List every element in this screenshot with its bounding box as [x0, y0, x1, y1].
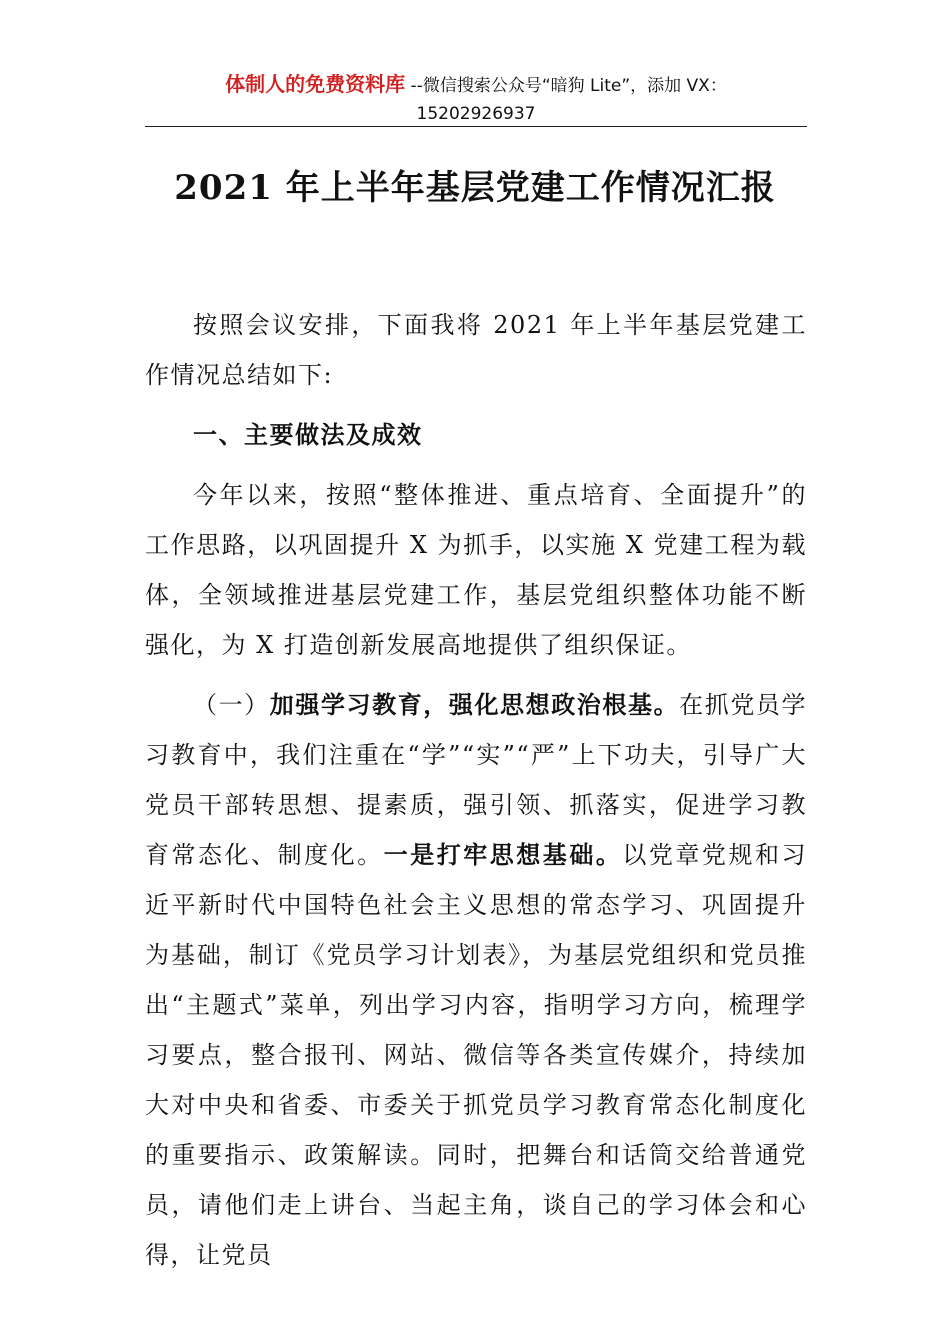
page-header [145, 70, 807, 128]
subsection-heading-1: 加强学习教育，强化思想政治根基。 [269, 691, 680, 719]
header-promo: --微信搜索公众号“暗狗 Lite”，添加 VX： [405, 76, 727, 96]
subsection-text-1: 在抓党员学习教育中，我们注重在“学”“实”“严”上下功夫，引导广大党员干部转思想、提素质，强引领、抓落实，促进学习教育常态化、制度化。 [145, 691, 808, 869]
subsection-number: （一） [193, 691, 270, 719]
paragraph-overview: 今年以来，按照“整体推进、重点培育、全面提升”的工作思路，以巩固提升 X 为抓手，以实施 X 党建工程为载体，全领域推进基层党建工作，基层党组织整体功能不断强化，为 X 打造创新发展高地提供了组织保证。 [145, 481, 807, 659]
point-text-1: 以党章党规和习近平新时代中国特色社会主义思想的常态学习、巩固提升为基础，制订《党员学习计划表》，为基层党组织和党员推出“主题式”菜单，列出学习内容，指明学习方向，梳理学习要点，整合报刊、网站、微信等各类宣传媒介，持续加大对中央和省委、市委关于抓党员学习教育常态化制度化的重要指示、政策解读。同时，把舞台和话筒交给普通党员，请他们走上讲台、当起主角，谈自己的学习体会和心得，让党员 [145, 841, 807, 1269]
header-divider [145, 126, 807, 127]
section-heading-1: 一、主要做法及成效 [193, 421, 423, 449]
point-heading-1: 一是打牢思想基础。 [383, 841, 623, 869]
header-brand: 体制人的免费资料库 [225, 72, 406, 96]
paragraph-study-education [145, 680, 807, 1280]
document-title: 2021 年上半年基层党建工作情况汇报 [174, 168, 776, 208]
document-body [145, 300, 807, 1280]
paragraph-intro: 按照会议安排，下面我将 2021 年上半年基层党建工作情况总结如下: [145, 311, 807, 389]
header-vx-number: 15202926937 [416, 104, 536, 124]
